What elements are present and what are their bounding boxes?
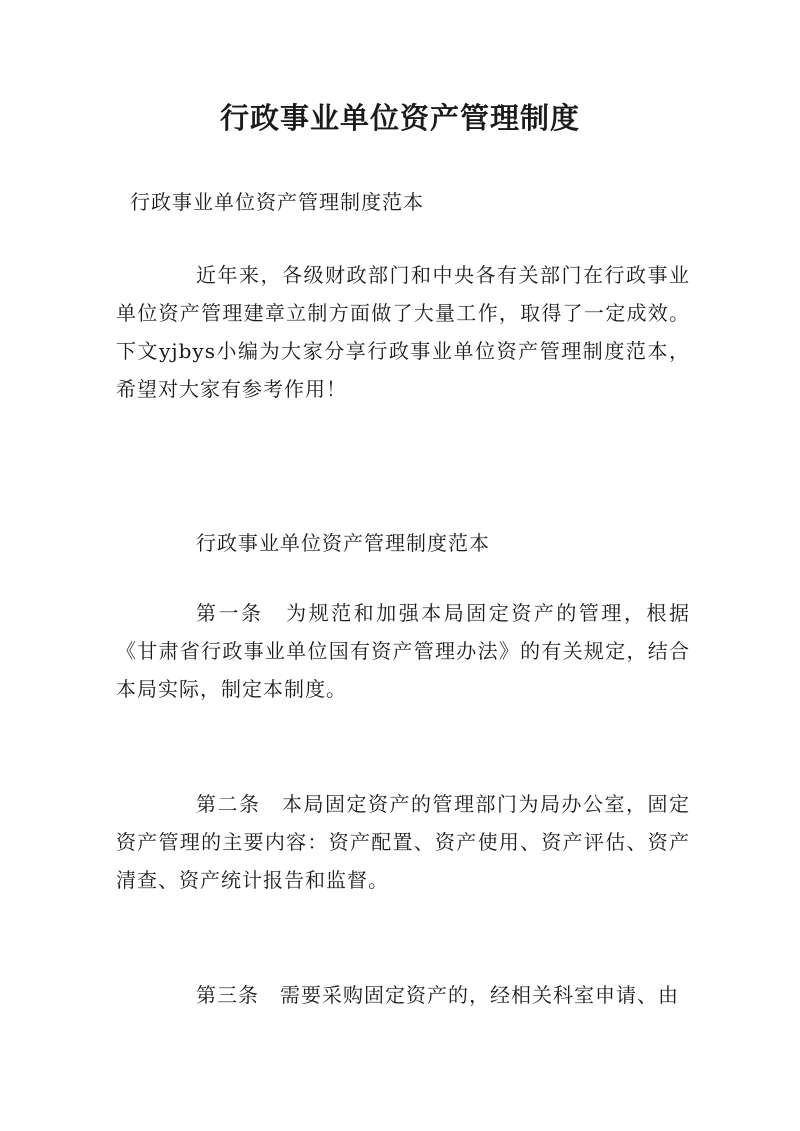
intro-paragraph: 近年来，各级财政部门和中央各有关部门在行政事业单位资产管理建章立制方面做了大量工作，取得了一定成效。下文yjbys小编为大家分享行政事业单位资产管理制度范本，希望对大家有参考作用！ (116, 263, 690, 401)
article-2: 第二条 本局固定资产的管理部门为局办公室，固定资产管理的主要内容：资产配置、资产使用、资产评估、资产清查、资产统计报告和监督。 (116, 792, 690, 892)
section-heading: 行政事业单位资产管理制度范本 (196, 531, 490, 555)
document-title: 行政事业单位资产管理制度 (219, 101, 580, 135)
article-3: 第三条 需要采购固定资产的，经相关科室申请、由 (196, 983, 679, 1007)
article-1: 第一条 为规范和加强本局固定资产的管理，根据《甘肃省行政事业单位国有资产管理办法》的有关规定，结合本局实际，制定本制度。 (116, 601, 690, 701)
document-subtitle: 行政事业单位资产管理制度范本 (130, 190, 424, 214)
